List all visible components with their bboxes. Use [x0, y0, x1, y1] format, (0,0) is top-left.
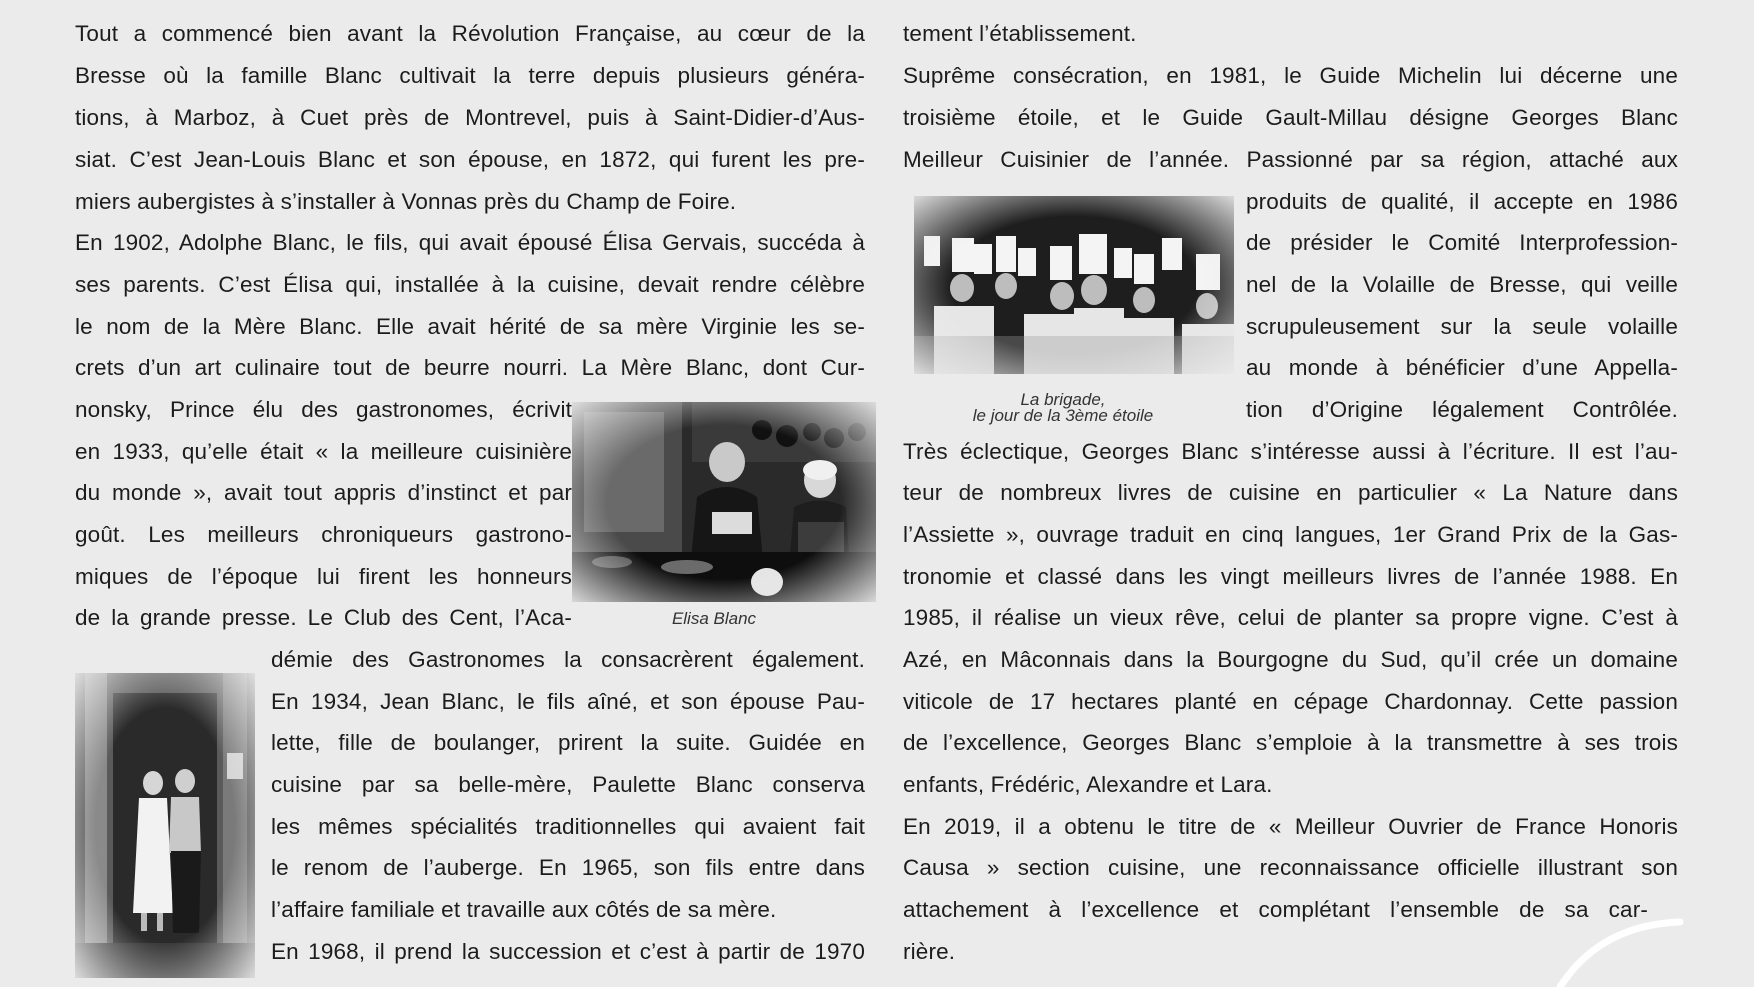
text-line: l’Assiette », ouvrage traduit en cinq langues, 1er Grand Prix de la Gas-	[903, 522, 1678, 547]
text-line: Causa » section cuisine, une reconnaissance officielle illustrant son	[903, 855, 1678, 880]
brigade-caption-line2: le jour de la 3ème étoile	[972, 406, 1154, 425]
text-line: au monde à bénéficier d’une Appella-	[1246, 355, 1678, 380]
text-line: Meilleur Cuisinier de l’année. Passionné par sa région, attaché aux	[903, 147, 1678, 172]
text-line: tions, à Marboz, à Cuet près de Montrevel, puis à Saint-Didier-d’Aus-	[75, 105, 865, 130]
text-line: En 2019, il a obtenu le titre de « Meilleur Ouvrier de France Honoris	[903, 814, 1678, 839]
text-line: l’affaire familiale et travaille aux côtés de sa mère.	[271, 897, 777, 922]
text-line: 1985, il réalise un vieux rêve, celui de planter sa propre vigne. C’est à	[903, 605, 1678, 630]
elisa-blanc-caption: Elisa Blanc	[671, 609, 757, 628]
text-line: les mêmes spécialités traditionnelles qui avaient fait	[271, 814, 865, 839]
text-line: tronomie et classé dans les vingt meilleurs livres de l’année 1988. En	[903, 564, 1678, 589]
text-line: Tout a commencé bien avant la Révolution Française, au cœur de la	[75, 21, 865, 46]
text-line: siat. C’est Jean-Louis Blanc et son épouse, en 1872, qui furent les pre-	[75, 147, 865, 172]
text-line: le nom de la Mère Blanc. Elle avait hérité de sa mère Virginie les se-	[75, 314, 865, 339]
text-line: démie des Gastronomes la consacrèrent également.	[271, 647, 865, 672]
brigade-caption-line1: La brigade,	[1020, 390, 1106, 409]
text-line: produits de qualité, il accepte en 1986	[1246, 189, 1678, 214]
text-line: Azé, en Mâconnais dans la Bourgogne du Sud, qu’il crée un domaine	[903, 647, 1678, 672]
text-line: le renom de l’auberge. En 1965, son fils entre dans	[271, 855, 865, 880]
text-line: troisième étoile, et le Guide Gault-Millau désigne Georges Blanc	[903, 105, 1678, 130]
text-line: viticole de 17 hectares planté en cépage Chardonnay. Cette passion	[903, 689, 1678, 714]
text-line: teur de nombreux livres de cuisine en particulier « La Nature dans	[903, 480, 1678, 505]
text-line: de la grande presse. Le Club des Cent, l’Aca-	[75, 605, 572, 630]
text-line: ses parents. C’est Élisa qui, installée à la cuisine, devait rendre célèbre	[75, 272, 865, 297]
text-line: lette, fille de boulanger, prirent la suite. Guidée en	[271, 730, 865, 755]
text-line: miers aubergistes à s’installer à Vonnas près du Champ de Foire.	[75, 189, 737, 214]
text-line: rière.	[903, 939, 956, 964]
text-line: miques de l’époque lui firent les honneurs	[75, 564, 572, 589]
text-line: du monde », avait tout appris d’instinct et par	[75, 480, 572, 505]
brigade-photo	[914, 196, 1234, 374]
text-line: de l’excellence, Georges Blanc s’emploie à la transmettre à ses trois	[903, 730, 1678, 755]
couple-doorway-photo	[75, 673, 255, 978]
text-line: goût. Les meilleurs chroniqueurs gastrono-	[75, 522, 572, 547]
text-line: En 1968, il prend la succession et c’est à partir de 1970	[271, 939, 865, 964]
text-line: de présider le Comité Interprofession-	[1246, 230, 1678, 255]
elisa-blanc-photo	[572, 402, 876, 602]
text-line: attachement à l’excellence et complétant l’ensemble de sa car-	[903, 897, 1648, 922]
text-line: cuisine par sa belle-mère, Paulette Blanc conserva	[271, 772, 865, 797]
text-line: tement l’établissement.	[903, 21, 1137, 46]
text-line: nonsky, Prince élu des gastronomes, écrivit	[75, 397, 572, 422]
text-line: crets d’un art culinaire tout de beurre nourri. La Mère Blanc, dont Cur-	[75, 355, 865, 380]
text-line: Suprême consécration, en 1981, le Guide Michelin lui décerne une	[903, 63, 1678, 88]
text-line: en 1933, qu’elle était « la meilleure cuisinière	[75, 439, 572, 464]
text-line: tion d’Origine légalement Contrôlée.	[1246, 397, 1678, 422]
text-line: En 1902, Adolphe Blanc, le fils, qui avait épousé Élisa Gervais, succéda à	[75, 230, 865, 255]
text-line: scrupuleusement sur la seule volaille	[1246, 314, 1678, 339]
text-line: nel de la Volaille de Bresse, qui veille	[1246, 272, 1678, 297]
text-line: enfants, Frédéric, Alexandre et Lara.	[903, 772, 1273, 797]
text-line: Bresse où la famille Blanc cultivait la terre depuis plusieurs généra-	[75, 63, 865, 88]
text-line: Très éclectique, Georges Blanc s’intéresse aussi à l’écriture. Il est l’au-	[903, 439, 1678, 464]
decorative-arc	[1540, 900, 1690, 987]
text-line: En 1934, Jean Blanc, le fils aîné, et son épouse Pau-	[271, 689, 865, 714]
